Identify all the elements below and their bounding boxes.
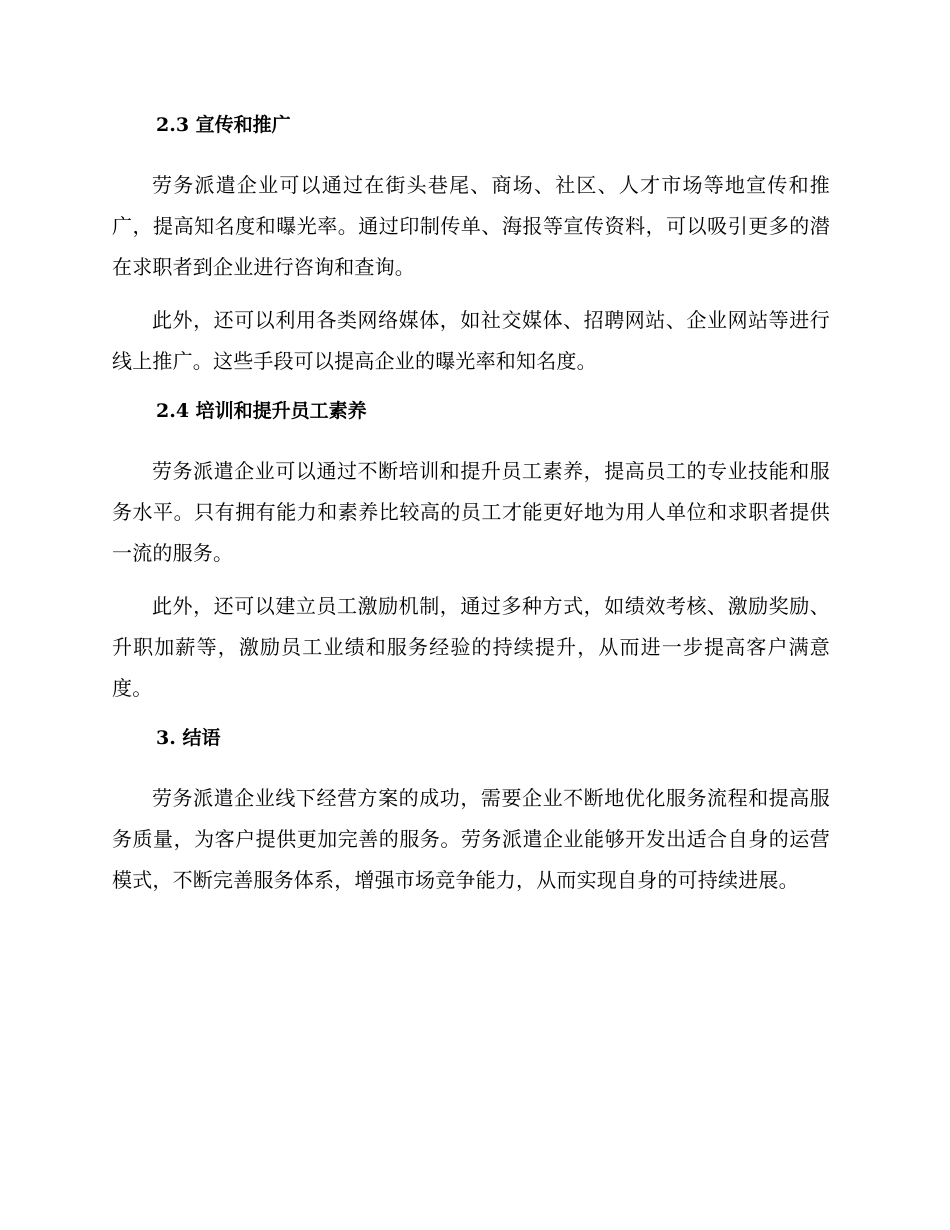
section-2-3: [112, 110, 830, 382]
section-heading: 2.4 培训和提升员工素养: [156, 400, 367, 422]
section-2-4: [112, 396, 830, 709]
paragraph: 劳务派遣企业可以通过在街头巷尾、商场、社区、人才市场等地宣传和推广，提高知名度和曝光率。通过印制传单、海报等宣传资料，可以吸引更多的潜在求职者到企业进行咨询和查询。: [112, 173, 830, 279]
section-heading: 3. 结语: [156, 727, 221, 749]
paragraph: 劳务派遣企业线下经营方案的成功，需要企业不断地优化服务流程和提高服务质量，为客户提供更加完善的服务。劳务派遣企业能够开发出适合自身的运营模式，不断完善服务体系，增强市场竞争能力，从而实现自身的可持续进展。: [112, 786, 830, 892]
section-heading: 2.3 宣传和推广: [156, 114, 291, 136]
section-3-conclusion: [112, 723, 830, 901]
paragraph: 此外，还可以建立员工激励机制，通过多种方式，如绩效考核、激励奖励、升职加薪等，激励员工业绩和服务经验的持续提升，从而进一步提高客户满意度。: [112, 594, 830, 700]
paragraph: 此外，还可以利用各类网络媒体，如社交媒体、招聘网站、企业网站等进行线上推广。这些手段可以提高企业的曝光率和知名度。: [112, 308, 830, 373]
paragraph: 劳务派遣企业可以通过不断培训和提升员工素养，提高员工的专业技能和服务水平。只有拥有能力和素养比较高的员工才能更好地为用人单位和求职者提供一流的服务。: [112, 459, 830, 565]
document-body: [112, 110, 830, 901]
